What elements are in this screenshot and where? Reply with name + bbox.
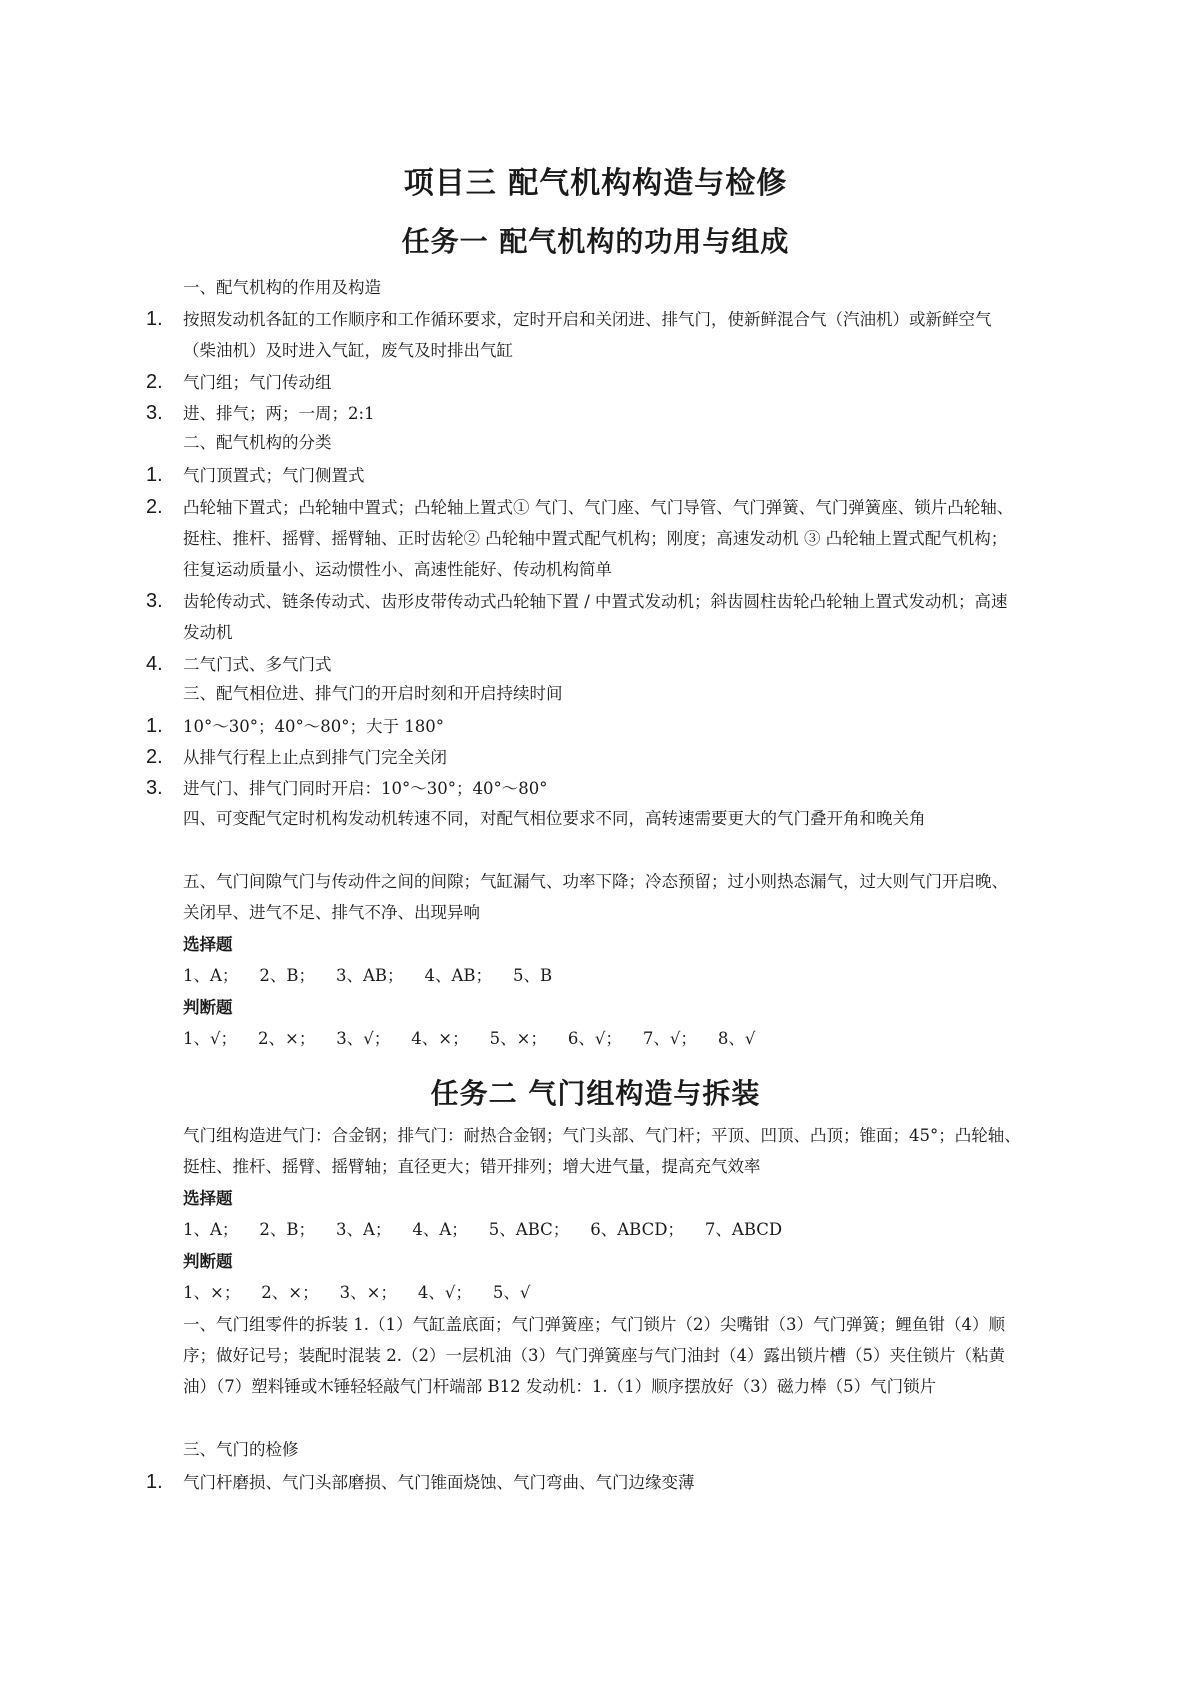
task1-list2-item: 二气门式、多气门式 [183,655,332,674]
task2-list3-number: 1. [146,1471,163,1493]
task2-judge-answers: 1、×； 2、×； 3、×； 4、√； 5、√ [183,1283,531,1302]
task1-list3-item: 从排气行程上止点到排气门完全关闭 [183,748,447,767]
task1-list1-item: 进、排气；两；一周；2:1 [183,404,375,423]
task1-list1-number: 2. [146,371,163,393]
task1-list2-item: 气门顶置式；气门侧置式 [183,466,365,485]
task1-section-2-heading: 二、配气机构的分类 [183,433,332,452]
task1-section-3-heading: 三、配气相位进、排气门的开启时刻和开启持续时间 [183,684,563,703]
task2-choice-answers: 1、A； 2、B； 3、A； 4、A； 5、ABC； 6、ABCD； 7、ABCD [183,1220,783,1239]
task2-choice-label: 选择题 [183,1189,233,1208]
task1-choice-answers: 1、A； 2、B； 3、AB； 4、AB； 5、B [183,966,553,985]
task1-section-5: 五、气门间隙气门与传动件之间的间隙；气缸漏气、功率下降；冷态预留；过小则热态漏气，过大则气门开启晚、关闭早、进气不足、排气不净、出现异响 [183,872,1008,922]
task1-section-1-heading: 一、配气机构的作用及构造 [183,278,381,297]
task1-section-4: 四、可变配气定时机构发动机转速不同，对配气相位要求不同，高转速需要更大的气门叠开角和晚关角 [183,809,926,828]
task1-list2-number: 3. [146,590,163,612]
task2-heading: 任务二 气门组构造与拆装 [430,1077,761,1110]
task1-list3-number: 3. [146,777,163,799]
task1-list1-item: 气门组；气门传动组 [183,373,332,392]
task2-section-3-heading: 三、气门的检修 [183,1440,299,1459]
task1-judge-label: 判断题 [183,998,233,1017]
document-title: 项目三 配气机构构造与检修 [403,166,788,201]
task1-choice-label: 选择题 [183,935,233,954]
task1-list3-number: 1. [146,715,163,737]
task1-list2-item: 凸轮轴下置式；凸轮轴中置式；凸轮轴上置式① 气门、气门座、气门导管、气门弹簧、气门弹簧座、锁片凸轮轴、挺柱、推杆、摇臂、摇臂轴、正时齿轮② 凸轮轴中置式配气机构；刚度；高速发动机 ③ 凸轮轴上置式配气机构；往复运动质量小、运动惯性小、高速性能好、传动机构简单 [183,498,1014,579]
task1-list3-item: 10°～30°；40°～80°；大于 180° [183,717,444,736]
task2-judge-label: 判断题 [183,1252,233,1271]
task1-list2-number: 4. [146,653,163,675]
task1-list3-item: 进气门、排气门同时开启：10°～30°；40°～80° [183,779,548,798]
task1-judge-answers: 1、√； 2、×； 3、√； 4、×； 5、×； 6、√； 7、√； 8、√ [183,1029,756,1048]
task2-list3-item: 气门杆磨损、气门头部磨损、气门锥面烧蚀、气门弯曲、气门边缘变薄 [183,1473,695,1492]
task1-list1-item: 按照发动机各缸的工作顺序和工作循环要求，定时开启和关闭进、排气门，使新鲜混合气（汽油机）或新鲜空气（柴油机）及时进入气缸，废气及时排出气缸 [183,310,992,360]
task1-list2-item: 齿轮传动式、链条传动式、齿形皮带传动式凸轮轴下置 / 中置式发动机；斜齿圆柱齿轮凸轮轴上置式发动机；高速发动机 [183,592,1008,642]
task1-heading: 任务一 配气机构的功用与组成 [401,225,790,258]
task2-intro: 气门组构造进气门：合金钢；排气门：耐热合金钢；气门头部、气门杆；平顶、凹顶、凸顶；锥面；45°；凸轮轴、挺柱、推杆、摇臂、摇臂轴；直径更大；错开排列；增大进气量，提高充气效率 [183,1126,1021,1176]
task1-list2-number: 1. [146,464,163,486]
task2-section-1: 一、气门组零件的拆装 1.（1）气缸盖底面；气门弹簧座；气门锁片（2）尖嘴钳（3）气门弹簧；鲤鱼钳（4）顺序；做好记号；装配时混装 2.（2）一层机油（3）气门弹簧座与气门油封（4）露出锁片槽（5）夹住锁片（粘黄油）（7）塑料锤或木锤轻轻敲气门杆端部 B12 发动机：1.（1）顺序摆放好（3）磁力棒（5）气门锁片 [183,1315,1005,1396]
task1-list2-number: 2. [146,496,163,518]
task1-list1-number: 3. [146,402,163,424]
task1-list1-number: 1. [146,308,163,330]
task1-list3-number: 2. [146,746,163,768]
